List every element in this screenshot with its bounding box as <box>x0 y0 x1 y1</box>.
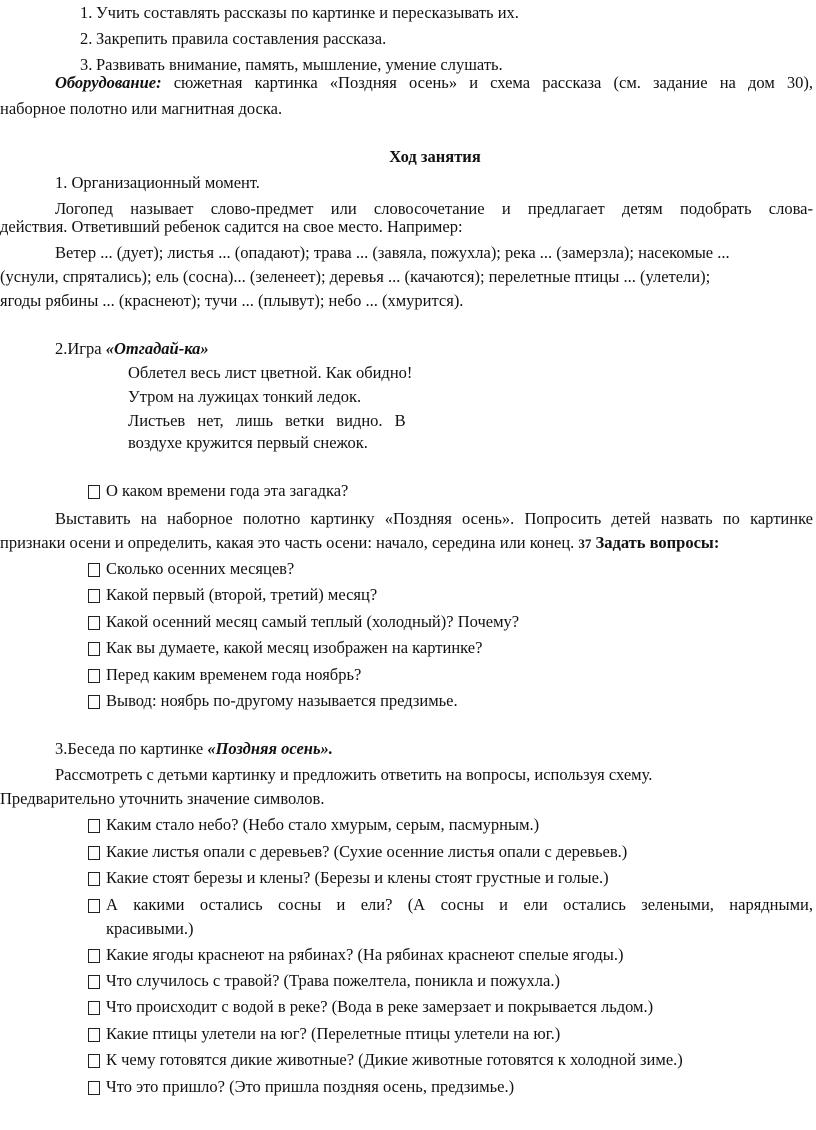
list-item: Как вы думаете, какой месяц изображен на картинке? <box>106 638 483 657</box>
checkbox-bullet-icon <box>88 642 100 656</box>
ask-label: Задать вопросы: <box>595 533 720 552</box>
checkbox-bullet-icon <box>88 975 100 989</box>
list-item: Вывод: ноябрь по-другому называется предзимье. <box>106 691 458 710</box>
step3-title: 3.Беседа по картинке «Поздняя осень». <box>55 739 333 758</box>
equipment-line-2: наборное полотно или магнитная доска. <box>0 99 283 118</box>
checkbox-bullet-icon <box>88 616 100 630</box>
checkbox-bullet-icon <box>88 949 100 963</box>
list-item: Какие ягоды краснеют на рябинах? (На рябинах краснеют спелые ягоды.) <box>106 945 624 964</box>
list-item: Что это пришло? (Это пришла поздняя осень, предзимье.) <box>106 1077 515 1096</box>
checkbox-bullet-icon <box>88 846 100 860</box>
step1-examples-2: (уснули, спрятались); ель (сосна)... (зеленеет); деревья ... (качаются); перелетные птицы ... (улетели); <box>0 267 711 286</box>
riddle-line: Листьев нет, лишь ветки видно. В <box>128 411 406 430</box>
checkbox-bullet-icon <box>88 1054 100 1068</box>
list-item: Каким стало небо? (Небо стало хмурым, серым, пасмурным.) <box>106 815 540 834</box>
section-title: Ход занятия <box>389 147 481 166</box>
step3-paragraph-2: Предварительно уточнить значение символов. <box>0 789 325 808</box>
step2-title: 2.Игра «Отгадай-ка» <box>55 339 209 358</box>
checkbox-bullet-icon <box>88 1081 100 1095</box>
checkbox-bullet-icon <box>88 563 100 577</box>
checkbox-bullet-icon <box>88 1001 100 1015</box>
list-item-continuation: красивыми.) <box>106 919 194 938</box>
checkbox-bullet-icon <box>88 872 100 886</box>
step1-paragraph-2: действия. Ответивший ребенок садится на свое место. Например: <box>0 217 463 236</box>
step1-title: 1. Организационный момент. <box>55 173 260 192</box>
checkbox-bullet-icon <box>88 589 100 603</box>
riddle-line: Облетел весь лист цветной. Как обидно! <box>128 363 413 382</box>
equipment-line: Оборудование: сюжетная картинка «Поздняя осень» и схема рассказа (см. задание на дом 30), <box>55 73 814 92</box>
list-item: Какие птицы улетели на юг? (Перелетные птицы улетели на юг.) <box>106 1024 561 1043</box>
list-item: Какой первый (второй, третий) месяц? <box>106 585 378 604</box>
checkbox-bullet-icon <box>88 899 100 913</box>
step1-paragraph: Логопед называет слово-предмет или словосочетание и предлагает детям подобрать слова- <box>55 199 813 218</box>
step1-examples-3: ягоды рябины ... (краснеют); тучи ... (плывут); небо ... (хмурится). <box>0 291 464 310</box>
page-reference: 37 <box>578 536 592 551</box>
checkbox-bullet-icon <box>88 1028 100 1042</box>
list-item: Что случилось с травой? (Трава пожелтела, поникла и пожухла.) <box>106 971 560 990</box>
goal-item: 1. Учить составлять рассказы по картинке и пересказывать их. <box>80 3 519 22</box>
step2-paragraph-2: признаки осени и определить, какая это часть осени: начало, середина или конец. 37 Задать вопросы: <box>0 533 720 552</box>
riddle-line: Утром на лужицах тонкий ледок. <box>128 387 362 406</box>
list-item: Что происходит с водой в реке? (Вода в реке замерзает и покрывается льдом.) <box>106 997 654 1016</box>
riddle-question: О каком времени года эта загадка? <box>106 481 349 500</box>
goal-item: 3. Развивать внимание, память, мышление, умение слушать. <box>80 55 503 74</box>
list-item: Перед каким временем года ноябрь? <box>106 665 362 684</box>
goal-item: 2. Закрепить правила составления рассказа. <box>80 29 387 48</box>
step1-examples: Ветер ... (дует); листья ... (опадают); трава ... (завяла, пожухла); река ... (замерзла); насекомые ... <box>55 243 730 262</box>
checkbox-bullet-icon <box>88 669 100 683</box>
list-item: Какие листья опали с деревьев? (Сухие осенние листья опали с деревьев.) <box>106 842 628 861</box>
list-item: Какие стоят березы и клены? (Березы и клены стоят грустные и голые.) <box>106 868 609 887</box>
list-item: А какими остались сосны и ели? (А сосны и ели остались зелеными, нарядными, <box>106 895 813 914</box>
checkbox-bullet-icon <box>88 485 100 499</box>
list-item: Сколько осенних месяцев? <box>106 559 295 578</box>
step2-paragraph: Выставить на наборное полотно картинку «Поздняя осень». Попросить детей назвать по картинке <box>55 509 813 528</box>
checkbox-bullet-icon <box>88 695 100 709</box>
list-item: К чему готовятся дикие животные? (Дикие животные готовятся к холодной зиме.) <box>106 1050 683 1069</box>
step3-paragraph: Рассмотреть с детьми картинку и предложить ответить на вопросы, используя схему. <box>55 765 653 784</box>
riddle-line: воздухе кружится первый снежок. <box>128 433 368 452</box>
list-item: Какой осенний месяц самый теплый (холодный)? Почему? <box>106 612 520 631</box>
equipment-label: Оборудование: <box>55 73 162 92</box>
checkbox-bullet-icon <box>88 819 100 833</box>
